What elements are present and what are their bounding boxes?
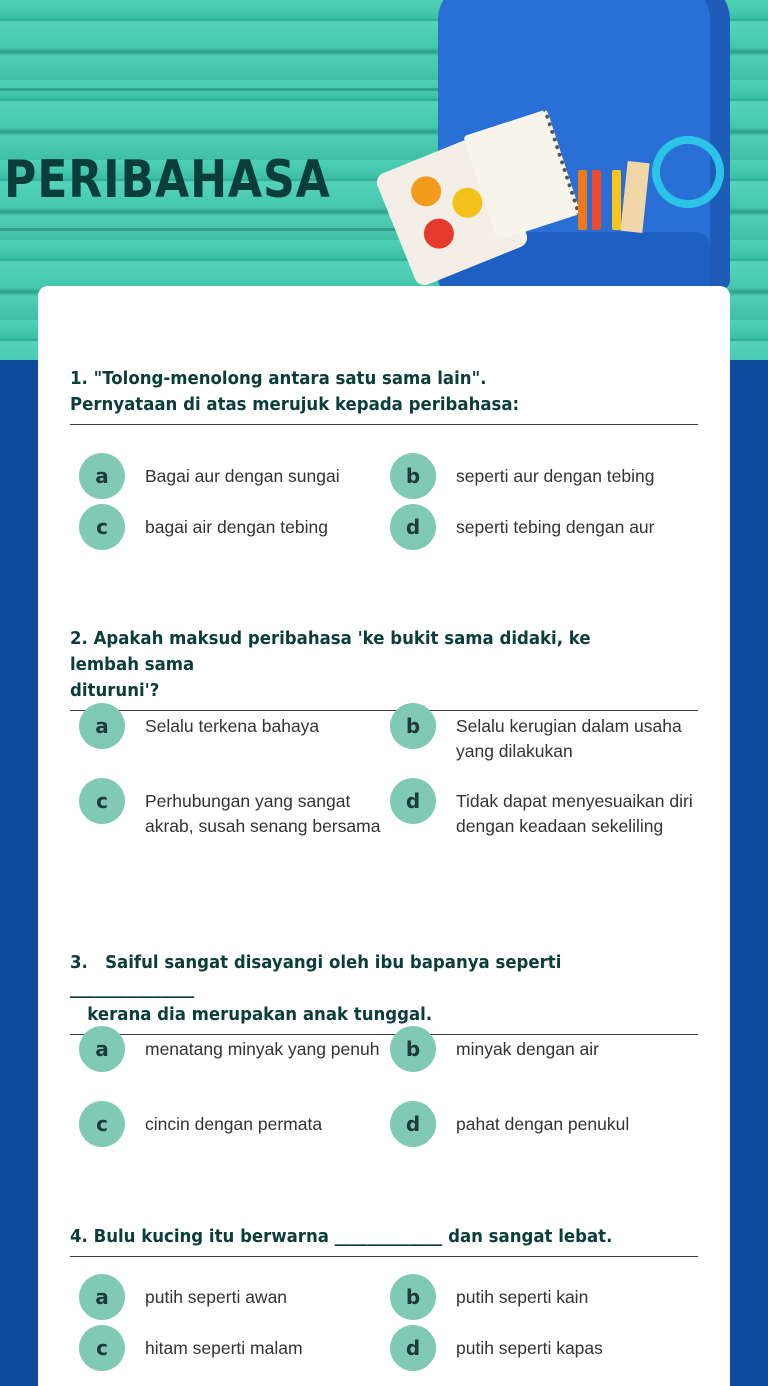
option-letter-badge: c <box>79 1101 125 1147</box>
option-letter-badge: a <box>79 1274 125 1320</box>
question-text <box>70 626 648 704</box>
pencil-image <box>592 170 601 230</box>
option-2b[interactable] <box>390 703 696 764</box>
option-text: Selalu kerugian dalam usaha yang dilakukan <box>456 716 682 761</box>
option-1b[interactable] <box>390 453 696 499</box>
question-line: dituruni'? <box>70 680 160 702</box>
option-text: menatang minyak yang penuh <box>145 1039 380 1059</box>
option-text: putih seperti kapas <box>456 1338 603 1358</box>
option-letter-badge: d <box>390 1101 436 1147</box>
option-1c[interactable] <box>79 504 385 550</box>
option-text: bagai air dengan tebing <box>145 517 328 537</box>
option-3d[interactable] <box>390 1101 696 1147</box>
option-4b[interactable] <box>390 1274 696 1320</box>
option-text: Selalu terkena bahaya <box>145 716 320 736</box>
option-3b[interactable] <box>390 1026 696 1072</box>
question-3 <box>70 950 698 1035</box>
divider <box>70 1256 698 1257</box>
option-letter-badge: c <box>79 504 125 550</box>
page-title: PERIBAHASA <box>4 150 331 210</box>
question-text <box>70 366 648 418</box>
option-letter-badge: a <box>79 1026 125 1072</box>
divider <box>70 424 698 425</box>
question-line: kerana dia merupakan anak tunggal. <box>70 1004 433 1026</box>
question-line: Pernyataan di atas merujuk kepada peribahasa: <box>70 394 520 416</box>
option-1a[interactable] <box>79 453 385 499</box>
option-4d[interactable] <box>390 1325 696 1371</box>
question-2 <box>70 626 698 711</box>
option-text: pahat dengan penukul <box>456 1114 630 1134</box>
option-letter-badge: a <box>79 703 125 749</box>
option-4c[interactable] <box>79 1325 385 1371</box>
option-text: seperti tebing dengan aur <box>456 517 655 537</box>
option-3c[interactable] <box>79 1101 385 1147</box>
question-4 <box>70 1224 698 1257</box>
option-letter-badge: b <box>390 1274 436 1320</box>
option-text: Bagai aur dengan sungai <box>145 466 340 486</box>
option-text: Perhubungan yang sangat akrab, susah senang bersama <box>145 791 381 836</box>
option-letter-badge: c <box>79 1325 125 1371</box>
question-line: 4. Bulu kucing itu berwarna _____________ dan sangat lebat. <box>70 1226 613 1247</box>
option-2a[interactable] <box>79 703 385 749</box>
option-letter-badge: d <box>390 1325 436 1371</box>
option-letter-badge: b <box>390 1026 436 1072</box>
option-1d[interactable] <box>390 504 696 550</box>
option-text: putih seperti kain <box>456 1287 589 1307</box>
option-text: minyak dengan air <box>456 1039 599 1059</box>
option-letter-badge: d <box>390 504 436 550</box>
option-letter-badge: d <box>390 778 436 824</box>
option-letter-badge: c <box>79 778 125 824</box>
question-text <box>70 950 648 1028</box>
option-2c[interactable] <box>79 778 385 839</box>
option-3a[interactable] <box>79 1026 385 1072</box>
option-2d[interactable] <box>390 778 696 839</box>
option-text: Tidak dapat menyesuaikan diri dengan keadaan sekeliling <box>456 791 693 836</box>
option-text: seperti aur dengan tebing <box>456 466 655 486</box>
question-1 <box>70 366 698 425</box>
question-line: 2. Apakah maksud peribahasa 'ke bukit sama didaki, ke lembah sama <box>70 628 597 676</box>
question-line: 3. Saiful sangat disayangi oleh ibu bapanya seperti _______________ <box>70 952 568 1000</box>
question-line: 1. "Tolong-menolong antara satu sama lain". <box>70 368 487 389</box>
option-letter-badge: a <box>79 453 125 499</box>
pencil-image <box>578 170 587 230</box>
option-text: putih seperti awan <box>145 1287 288 1307</box>
pencil-image <box>612 170 621 230</box>
option-letter-badge: b <box>390 703 436 749</box>
question-text <box>70 1224 648 1250</box>
option-text: cincin dengan permata <box>145 1114 323 1134</box>
option-letter-badge: b <box>390 453 436 499</box>
option-text: hitam seperti malam <box>145 1338 303 1358</box>
option-4a[interactable] <box>79 1274 385 1320</box>
